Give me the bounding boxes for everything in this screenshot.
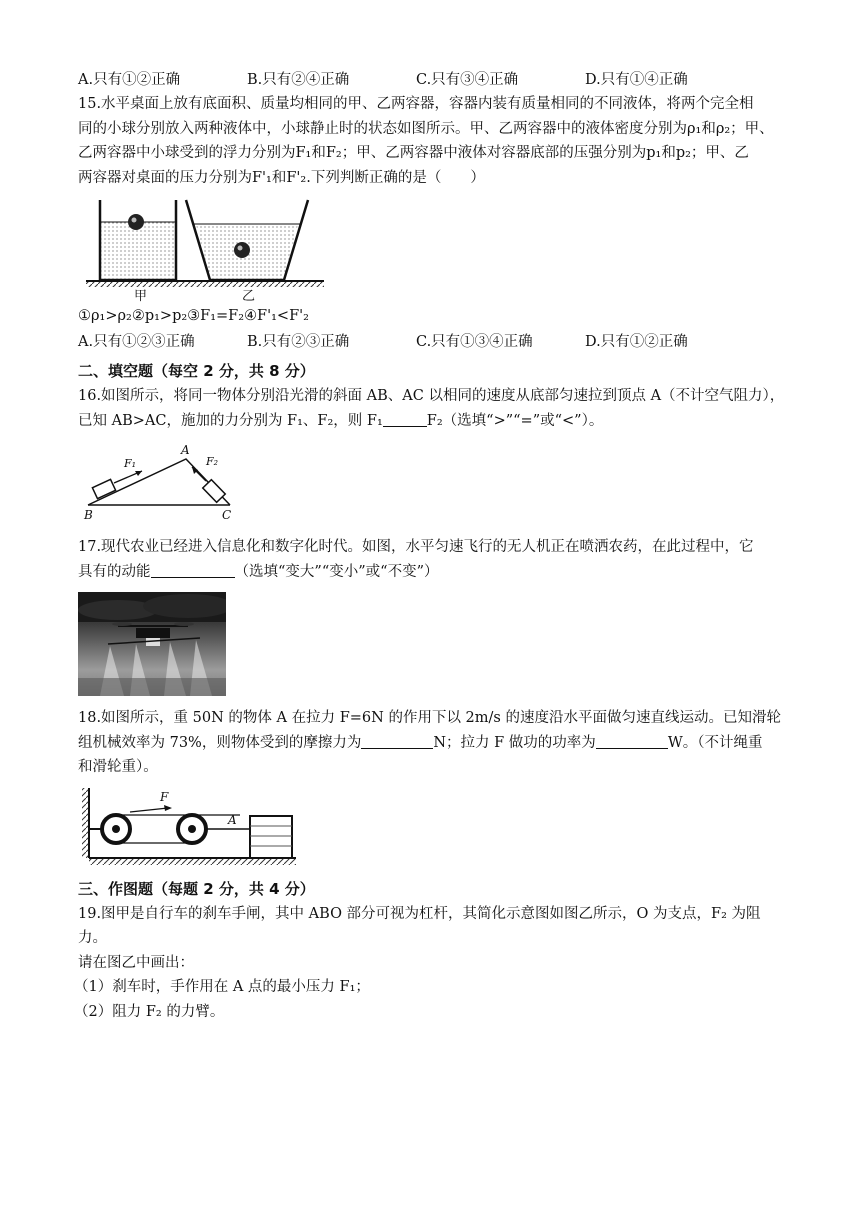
ball-jia bbox=[128, 214, 144, 230]
q15-option-d: D.只有①②正确 bbox=[585, 334, 688, 350]
label-yi: 乙 bbox=[242, 289, 256, 302]
q14-option-a: A.只有①②正确 bbox=[78, 72, 181, 88]
q15-line-3: 乙两容器中小球受到的浮力分别为F₁和F₂；甲、乙两容器中液体对容器底部的压强分别为p₁和p₂；甲、乙 bbox=[78, 145, 749, 161]
q19-line-1: 19.图甲是自行车的刹车手闸，其中 ABO 部分可视为杠杆，其简化示意图如图乙所示，O 为支点，F₂ 为阻力。 bbox=[78, 905, 761, 946]
q19-item-1: （1）刹车时，手作用在 A 点的最小压力 F₁； bbox=[74, 979, 370, 995]
label-C: C bbox=[222, 508, 232, 521]
q16-line-2: 已知 AB>AC，施加的力分别为 F₁、F₂，则 F₁ F₂（选填“>”“=”或“<”）。 bbox=[78, 412, 604, 429]
question-19 bbox=[74, 902, 788, 1025]
q19-line-2: 请在图乙中画出： bbox=[78, 954, 194, 971]
label-A: A bbox=[228, 812, 237, 827]
q15-containers-figure bbox=[80, 194, 330, 302]
q15-line-1: 15.水平桌面上放有底面积、质量均相同的甲、乙两容器，容器内装有质量相同的不同液体，将两个完全相 bbox=[78, 96, 754, 112]
q18-line-1: 18.如图所示，重 50N 的物体 A 在拉力 F=6N 的作用下以 2m/s 的速度沿水平面做匀速直线运动。已知滑轮 bbox=[78, 710, 781, 726]
drone-photo bbox=[78, 592, 226, 696]
question-15 bbox=[78, 92, 788, 354]
q17-line-2: 具有的动能 （选填“变大”“变小”或“不变”） bbox=[78, 563, 439, 580]
label-F2: F₂ bbox=[206, 455, 219, 468]
label-jia: 甲 bbox=[134, 289, 148, 302]
question-18 bbox=[78, 706, 788, 868]
container-yi bbox=[186, 200, 308, 280]
q19-item-2: （2）阻力 F₂ 的力臂。 bbox=[74, 1003, 225, 1020]
q16-incline-figure bbox=[80, 443, 240, 521]
q15-options bbox=[78, 330, 788, 354]
label-F: F bbox=[160, 789, 169, 804]
question-17 bbox=[78, 535, 788, 696]
q15-statements: ①ρ₁>ρ₂②p₁>p₂③F₁=F₂④F'₁<F'₂ bbox=[78, 308, 309, 324]
q14-option-c: C.只有③④正确 bbox=[416, 72, 519, 88]
q18-line-3: 和滑轮重）。 bbox=[78, 759, 158, 775]
q14-option-b: B.只有②④正确 bbox=[247, 72, 350, 88]
q15-option-b: B.只有②③正确 bbox=[247, 334, 350, 350]
q14-option-d: D.只有①④正确 bbox=[585, 72, 688, 88]
block-A bbox=[250, 816, 292, 858]
q18-friction-blank[interactable] bbox=[361, 734, 433, 749]
label-A: A bbox=[181, 443, 190, 457]
question-16 bbox=[78, 384, 788, 521]
q18-power-blank[interactable] bbox=[596, 734, 668, 749]
ball-yi bbox=[234, 242, 250, 258]
container-jia bbox=[100, 200, 176, 280]
label-B: B bbox=[84, 508, 93, 521]
q18-line-2: 组机械效率为 73%，则物体受到的摩擦力为 N；拉力 F 做功的功率为 W。（不计绳重 bbox=[78, 734, 763, 751]
exam-page bbox=[74, 68, 788, 1024]
q15-line-2: 同的小球分别放入两种液体中，小球静止时的状态如图所示。甲、乙两容器中的液体密度分别为ρ₁和ρ₂；甲、 bbox=[78, 120, 774, 137]
drone-icon bbox=[108, 622, 200, 646]
section-3-heading: 三、作图题（每题 2 分，共 4 分） bbox=[78, 879, 315, 898]
q17-answer-blank[interactable] bbox=[151, 563, 235, 578]
q15-option-a: A.只有①②③正确 bbox=[78, 334, 195, 350]
q15-option-c: C.只有①③④正确 bbox=[416, 334, 533, 350]
q15-line-4: 两容器对桌面的压力分别为F'₁和F'₂.下列判断正确的是（ ） bbox=[78, 169, 485, 186]
block-right bbox=[192, 467, 225, 502]
q16-line-1: 16.如图所示，将同一物体分别沿光滑的斜面 AB、AC 以相同的速度从底部匀速拉到顶点 A（不计空气阻力）， bbox=[78, 388, 785, 404]
q14-options bbox=[78, 68, 788, 92]
section-2-heading: 二、填空题（每空 2 分，共 8 分） bbox=[78, 362, 315, 380]
label-F1: F₁ bbox=[124, 457, 137, 470]
q16-answer-blank[interactable] bbox=[383, 412, 427, 427]
q18-pulley-figure bbox=[80, 786, 300, 868]
q17-line-1: 17.现代农业已经进入信息化和数字化时代。如图，水平匀速飞行的无人机正在喷洒农药，在此过程中，它 bbox=[78, 539, 754, 555]
block-left bbox=[92, 471, 142, 499]
